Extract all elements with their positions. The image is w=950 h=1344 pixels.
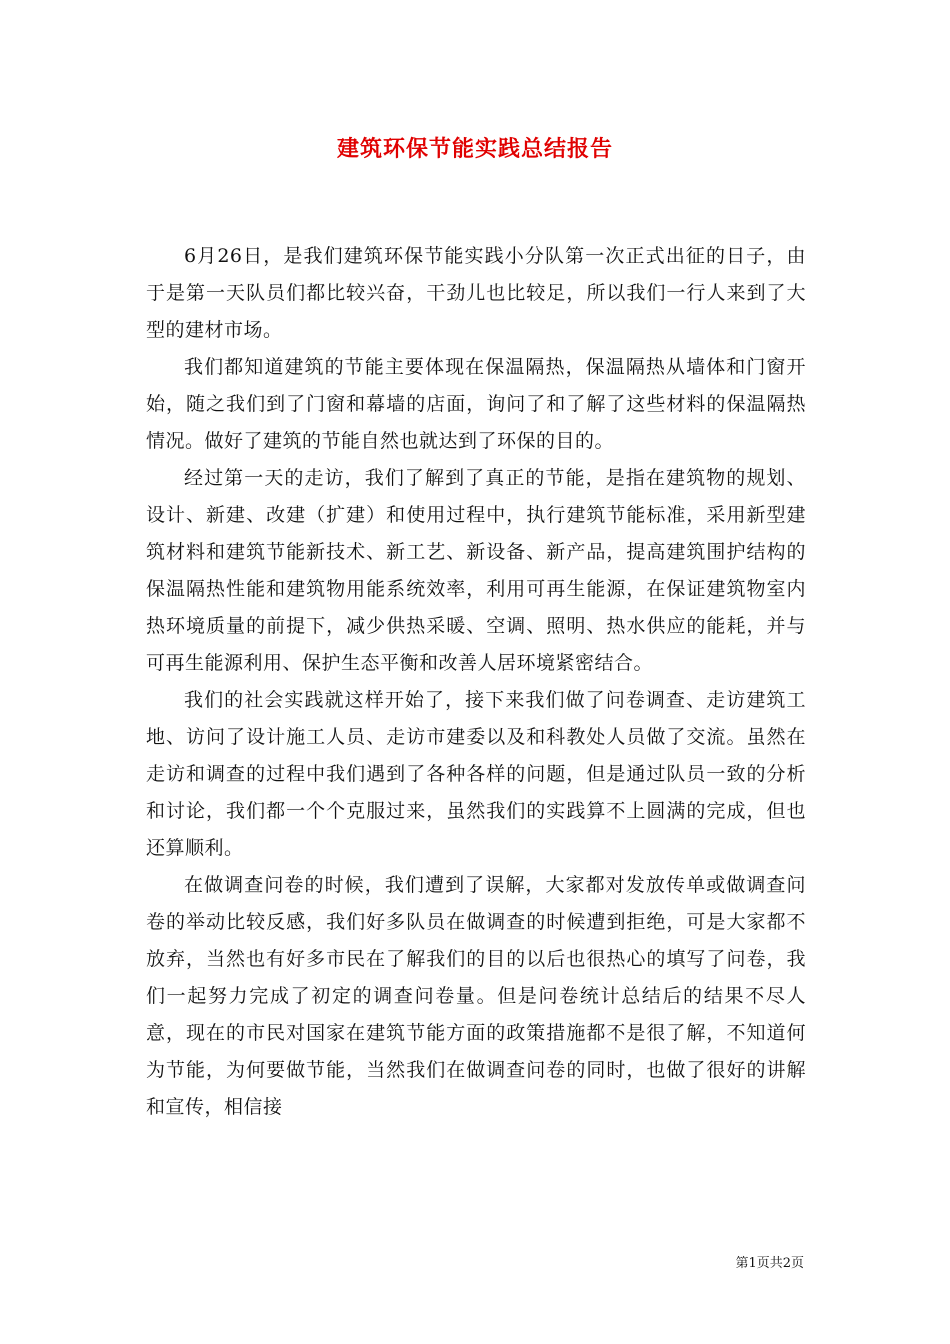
- paragraph-4: 我们的社会实践就这样开始了，接下来我们做了问卷调查、走访建筑工地、访问了设计施工人员、走访市建委以及和科教处人员做了交流。虽然在走访和调查的过程中我们遇到了各种各样的问题，但是通过队员一致的分析和讨论，我们都一个个克服过来，虽然我们的实践算不上圆满的完成，但也还算顺利。: [146, 689, 806, 859]
- page-footer: [735, 1252, 804, 1271]
- paragraph-5: 在做调查问卷的时候，我们遭到了误解，大家都对发放传单或做调查问卷的举动比较反感，我们好多队员在做调查的时候遭到拒绝，可是大家都不放弃，当然也有好多市民在了解我们的目的以后也很热心的填写了问卷，我们一起努力完成了初定的调查问卷量。但是问卷统计总结后的结果不尽人意，现在的市民对国家在建筑节能方面的政策措施都不是很了解，不知道何为节能，为何要做节能，当然我们在做调查问卷的同时，也做了很好的讲解和宣传，相信接: [146, 874, 806, 1118]
- paragraph-2: 我们都知道建筑的节能主要体现在保温隔热，保温隔热从墙体和门窗开始，随之我们到了门窗和幕墙的店面，询问了和了解了这些材料的保温隔热情况。做好了建筑的节能自然也就达到了环保的目的。: [146, 356, 806, 452]
- document-body: [146, 238, 806, 1126]
- document-title: 建筑环保节能实践总结报告: [336, 136, 613, 162]
- page-number: 第1页共2页: [735, 1256, 804, 1271]
- paragraph-3: 经过第一天的走访，我们了解到了真正的节能，是指在建筑物的规划、设计、新建、改建（扩建）和使用过程中，执行建筑节能标准，采用新型建筑材料和建筑节能新技术、新工艺、新设备、新产品，提高建筑围护结构的保温隔热性能和建筑物用能系统效率，利用可再生能源，在保证建筑物室内热环境质量的前提下，减少供热采暖、空调、照明、热水供应的能耗，并与可再生能源利用、保护生态平衡和改善人居环境紧密结合。: [146, 467, 806, 674]
- paragraph-1: 6月26日，是我们建筑环保节能实践小分队第一次正式出征的日子，由于是第一天队员们都比较兴奋，干劲儿也比较足，所以我们一行人来到了大型的建材市场。: [146, 245, 806, 341]
